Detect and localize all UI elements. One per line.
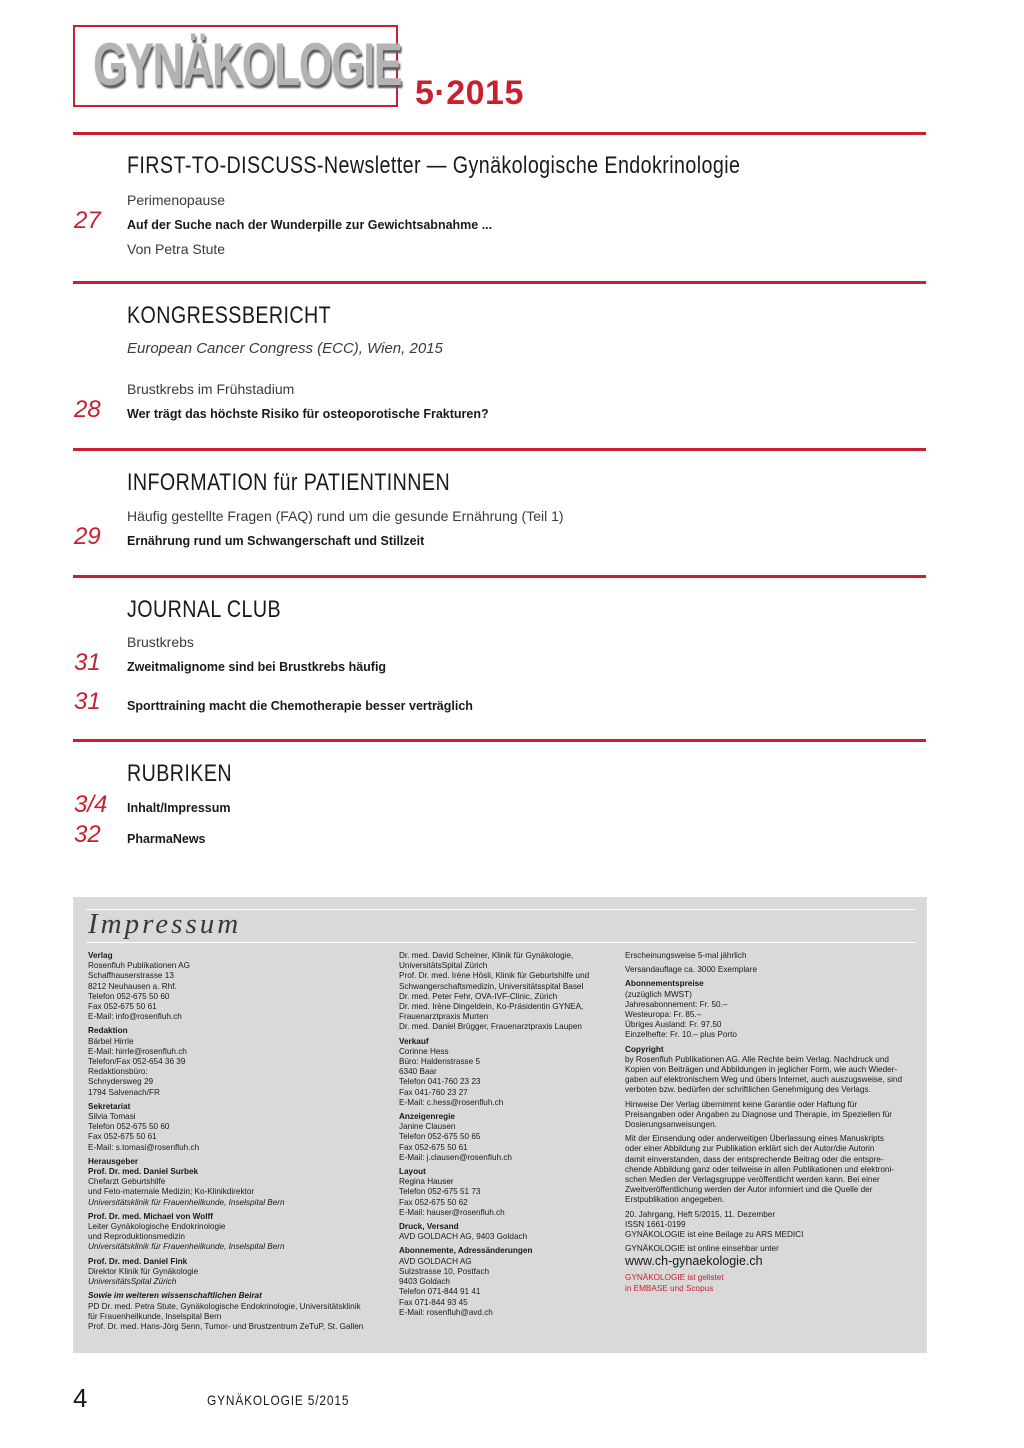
impressum-line: Fax 041-760 23 27	[399, 1087, 468, 1097]
impressum-line: 1794 Salvenach/FR	[88, 1087, 160, 1097]
impressum-line: Telefon 052-675 51 73	[399, 1187, 481, 1197]
article-topic: Brustkrebs im Frühstadium	[127, 381, 295, 397]
issue-number: 5·2015	[415, 74, 524, 112]
impressum-line: Chefarzt Geburtshilfe	[88, 1177, 166, 1187]
impressum-line: damit einverstanden, dass der entsprechende Beitrag oder die entspre-	[625, 1154, 884, 1164]
impressum-line: GYNÄKOLOGIE ist eine Beilage zu ARS MEDICI	[625, 1230, 804, 1240]
section-divider	[73, 739, 926, 742]
impressum-line: Schwangerschaftsmedizin, Universitätsspital Basel	[399, 981, 584, 991]
impressum-line: Rosenfluh Publikationen AG	[88, 961, 190, 971]
impressum-line: Verlag	[88, 951, 113, 960]
impressum-line: Schnydersweg 29	[88, 1077, 154, 1087]
impressum-line: verboten bzw. bedürfen der schriftlichen Genehmigung des Verlags.	[625, 1085, 871, 1095]
impressum-line: Dr. med. David Scheiner, Klinik für Gynäkologie,	[399, 951, 574, 960]
impressum-line: Versandauflage ca. 3000 Exemplare	[625, 965, 757, 975]
impressum-line: E-Mail: c.hess@rosenfluh.ch	[399, 1097, 504, 1107]
impressum-line: Fax 052-675 50 62	[399, 1197, 468, 1207]
impressum-line: Layout	[399, 1167, 426, 1177]
page-number: 32	[74, 821, 101, 848]
impressum-line: AVD GOLDACH AG, 9403 Goldach	[399, 1232, 528, 1242]
impressum-line: AVD GOLDACH AG	[399, 1256, 472, 1266]
impressum-line: Janine Clausen	[399, 1122, 456, 1132]
impressum-line: schen Medien der Verlagsgruppe veröffentlicht werden kann. Bei einer	[625, 1175, 880, 1185]
impressum-line: (zuzüglich MWST)	[625, 989, 692, 999]
impressum-line: oder einer Abbildung zur Publikation erklärt sich der Autor/die Autorin	[625, 1144, 875, 1154]
impressum-line: 6340 Baar	[399, 1067, 437, 1077]
impressum-line: Übriges Ausland: Fr. 97.50	[625, 1020, 722, 1030]
section-title: RUBRIKEN	[127, 760, 232, 787]
impressum-line: Regina Hauser	[399, 1177, 454, 1187]
impressum-column-3	[625, 951, 925, 1294]
article-title[interactable]: Sporttraining macht die Chemotherapie besser verträglich	[127, 699, 473, 713]
impressum-line: Abonnemente, Adressänderungen	[399, 1246, 533, 1256]
congress-name: European Cancer Congress (ECC), Wien, 2015	[127, 340, 443, 357]
impressum-line: Telefon 041-760 23 23	[399, 1077, 481, 1087]
impressum-line: für Frauenheilkunde, Inselspital Bern	[88, 1311, 222, 1321]
article-title[interactable]: Auf der Suche nach der Wunderpille zur Gewichtsabnahme ...	[127, 218, 493, 232]
impressum-line: in EMBASE und Scopus	[625, 1283, 714, 1293]
impressum-line: Westeuropa: Fr. 85.–	[625, 1010, 702, 1020]
impressum-line: E-Mail: info@rosenfluh.ch	[88, 1012, 182, 1022]
section-title: KONGRESSBERICHT	[127, 302, 332, 329]
article-title[interactable]: Inhalt/Impressum	[127, 801, 231, 815]
impressum-line: Erscheinungsweise 5-mal jährlich	[625, 951, 747, 960]
section-divider	[73, 448, 926, 451]
page-number: 28	[74, 396, 101, 423]
impressum-line: E-Mail: rosenfluh@avd.ch	[399, 1307, 493, 1317]
journal-logo: GYNÄKOLOGIE	[93, 31, 402, 98]
impressum-line: Druck, Versand	[399, 1222, 459, 1232]
impressum-line: Schaffhauserstrasse 13	[88, 971, 174, 981]
impressum-line: Dosierungsanweisungen.	[625, 1120, 717, 1130]
impressum-line: ISSN 1661-0199	[625, 1219, 686, 1229]
impressum-line: Redaktion	[88, 1026, 128, 1036]
impressum-line: UniversitätsSpital Zürich	[88, 1277, 177, 1287]
impressum-line: Prof. Dr. med. Hans-Jörg Senn, Tumor- und Brustzentrum ZeTuP, St. Gallen	[88, 1321, 364, 1331]
impressum-line: Prof. Dr. med. Irène Hösli, Klinik für Geburtshilfe und	[399, 971, 590, 981]
impressum-line: Frauenarztpraxis Murten	[399, 1012, 489, 1022]
footer-journal-title: GYNÄKOLOGIE 5/2015	[207, 1392, 350, 1408]
impressum-line: Direktor Klinik für Gynäkologie	[88, 1266, 199, 1276]
impressum-line: 20. Jahrgang, Heft 5/2015, 11. Dezember	[625, 1209, 776, 1219]
impressum-line: www.ch-gynaekologie.ch	[625, 1254, 763, 1269]
impressum-line: Fax 052-675 50 61	[88, 1132, 157, 1142]
page-number: 3/4	[74, 791, 108, 818]
impressum-line: Dr. med. Irène Dingeldein, Ko-Präsidentin GYNEA,	[399, 1002, 584, 1012]
impressum-line: UniversitätsSpital Zürich	[399, 961, 488, 971]
impressum-line: Anzeigenregie	[399, 1112, 455, 1122]
impressum-line: Leiter Gynäkologische Endokrinologie	[88, 1222, 226, 1232]
impressum-line: Prof. Dr. med. Daniel Fink	[88, 1256, 188, 1266]
impressum-line: Universitätsklinik für Frauenheilkunde, Inselspital Bern	[88, 1242, 285, 1252]
impressum-line: Prof. Dr. med. Daniel Surbek	[88, 1167, 199, 1177]
article-title[interactable]: Zweitmalignome sind bei Brustkrebs häufig	[127, 660, 387, 674]
impressum-line: GYNÄKOLOGIE ist gelistet	[625, 1273, 724, 1283]
impressum-line: Telefon/Fax 052-654 36 39	[88, 1057, 186, 1067]
impressum-line: Sulzstrasse 10, Postfach	[399, 1266, 490, 1276]
impressum-line: Copyright	[625, 1044, 664, 1054]
impressum-line: by Rosenfluh Publikationen AG. Alle Rechte beim Verlag. Nachdruck und	[625, 1054, 889, 1064]
impressum-line: chende Abbildung ganz oder teilweise in allen Publikationen und elektroni-	[625, 1164, 895, 1174]
impressum-line: Telefon 052-675 50 60	[88, 991, 170, 1001]
masthead-logo-box	[73, 25, 402, 107]
impressum-line: E-Mail: s.tomasi@rosenfluh.ch	[88, 1142, 200, 1152]
impressum-line: Herausgeber	[88, 1156, 139, 1166]
page-number: 27	[74, 207, 101, 234]
article-title[interactable]: Wer trägt das höchste Risiko für osteoporotische Frakturen?	[127, 407, 489, 421]
impressum-column-2	[399, 951, 614, 1318]
impressum-line: Abonnementspreise	[625, 979, 704, 989]
impressum-line: E-Mail: j.clausen@rosenfluh.ch	[399, 1152, 512, 1162]
impressum-line: PD Dr. med. Petra Stute, Gynäkologische Endokrinologie, Universitätsklinik	[88, 1301, 361, 1311]
impressum-line: Telefon 052-675 50 60	[88, 1122, 170, 1132]
impressum-line: 9403 Goldach	[399, 1277, 450, 1287]
impressum-line: Silvia Tomasi	[88, 1112, 136, 1122]
article-title[interactable]: Ernährung rund um Schwangerschaft und Stillzeit	[127, 534, 425, 548]
impressum-line: und Reproduktionsmedizin	[88, 1232, 185, 1242]
impressum-line: Corinne Hess	[399, 1046, 449, 1056]
article-topic: Häufig gestellte Fragen (FAQ) rund um die gesunde Ernährung (Teil 1)	[127, 508, 564, 524]
section-title: INFORMATION für PATIENTINNEN	[127, 469, 451, 496]
impressum-line: Mit der Einsendung oder anderweitigen Überlassung eines Manuskripts	[625, 1134, 884, 1144]
impressum-line: Fax 052-675 50 61	[88, 1002, 157, 1012]
impressum-line: Erstpublikation angegeben.	[625, 1195, 725, 1205]
impressum-line: Sowie im weiteren wissenschaftlichen Beirat	[88, 1291, 262, 1301]
impressum-line: Fax 052-675 50 61	[399, 1142, 468, 1152]
impressum-line: gaben auf elektronischem Weg und übers Internet, auch auszugsweise, sind	[625, 1075, 903, 1085]
section-divider	[73, 132, 926, 135]
article-topic: Perimenopause	[127, 192, 226, 208]
section-title: FIRST-TO-DISCUSS-Newsletter — Gynäkologische Endokrinologie	[127, 152, 741, 179]
impressum-line: und Feto-maternale Medizin; Ko-Klinikdirektor	[88, 1187, 255, 1197]
impressum-line: Dr. med. Daniel Brügger, Frauenarztpraxis Laupen	[399, 1022, 582, 1032]
impressum-line: Hinweise Der Verlag übernimmt keine Garantie oder Haftung für	[625, 1099, 858, 1109]
page-number: 31	[74, 688, 101, 715]
impressum-line: Dr. med. Peter Fehr, OVA-IVF-Clinic, Zürich	[399, 991, 558, 1001]
impressum-line: Telefon 071-844 91 41	[399, 1287, 481, 1297]
page-number: 29	[74, 523, 101, 550]
impressum-line: Telefon 052-675 50 65	[399, 1132, 481, 1142]
impressum-line: Redaktionsbüro:	[88, 1067, 148, 1077]
footer-page-number: 4	[73, 1383, 88, 1413]
impressum-line: Sekretariat	[88, 1101, 131, 1111]
impressum-line: Einzelhefte: Fr. 10.– plus Porto	[625, 1030, 737, 1040]
impressum-line: Büro: Haldenstrasse 5	[399, 1057, 481, 1067]
impressum-line: 8212 Neuhausen a. Rhf.	[88, 981, 177, 991]
section-divider	[73, 575, 926, 578]
impressum-line: Kopien von Beiträgen und Abbildungen in jeglicher Form, wie auch Wieder-	[625, 1065, 898, 1075]
impressum-line: Fax 071-844 93 45	[399, 1297, 468, 1307]
impressum-line: E-Mail: hauser@rosenfluh.ch	[399, 1207, 505, 1217]
impressum-title: Impressum	[88, 908, 242, 940]
impressum-line: Prof. Dr. med. Michael von Wolff	[88, 1211, 213, 1221]
impressum-line: E-Mail: hirrle@rosenfluh.ch	[88, 1046, 187, 1056]
impressum-line: GYNÄKOLOGIE ist online einsehbar unter	[625, 1244, 779, 1254]
article-title[interactable]: PharmaNews	[127, 832, 206, 846]
impressum-column-1	[88, 951, 388, 1332]
impressum-line: Jahresabonnement: Fr. 50.–	[625, 999, 728, 1009]
impressum-line: Zweitveröffentlichung werden der Autor informiert und die Quelle der	[625, 1185, 873, 1195]
article-author: Von Petra Stute	[127, 241, 226, 257]
impressum-rule-bottom	[86, 942, 916, 943]
section-title: JOURNAL CLUB	[127, 596, 282, 623]
impressum-line: Preisangaben oder Angaben zu Diagnose und Therapie, im Speziellen für	[625, 1109, 893, 1119]
article-topic: Brustkrebs	[127, 634, 194, 650]
page-number: 31	[74, 649, 101, 676]
impressum-line: Verkauf	[399, 1036, 429, 1046]
impressum-line: Bärbel Hirrle	[88, 1036, 134, 1046]
section-divider	[73, 281, 926, 284]
impressum-line: Universitätsklinik für Frauenheilkunde, Inselspital Bern	[88, 1197, 285, 1207]
